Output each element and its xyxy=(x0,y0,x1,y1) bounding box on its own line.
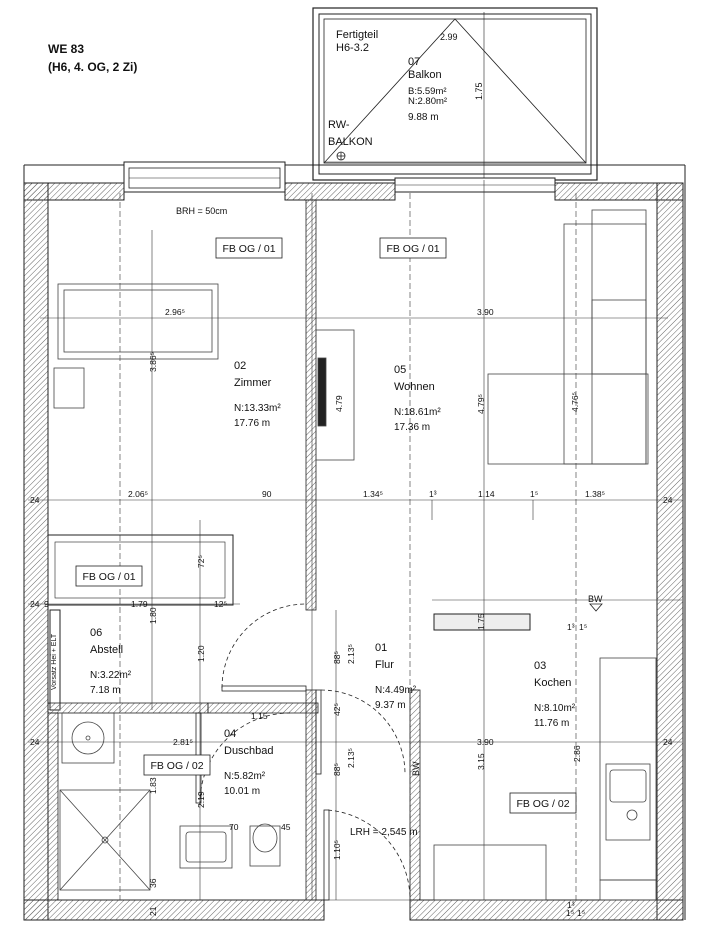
room-perimeter: 17.36 m xyxy=(394,422,431,433)
abstell-side-note: Vorsatz Hei + ELT xyxy=(51,633,58,690)
bw-side-label: BW xyxy=(411,761,421,776)
dim-label: 45 xyxy=(281,822,291,832)
room-area: N:4.49m² xyxy=(375,685,417,696)
bed xyxy=(58,284,218,359)
dim-label: 88⁵ xyxy=(332,763,342,776)
dim-label: 2.13⁵ xyxy=(346,747,356,768)
dim-label: 36 xyxy=(148,878,158,888)
unit-subtitle: (H6, 4. OG, 2 Zi) xyxy=(48,60,138,74)
room-perimeter: 9.37 m xyxy=(375,700,406,711)
dim-label: 2.06⁵ xyxy=(128,489,149,499)
balcony-area-n: N:2.80m² xyxy=(408,96,448,107)
room-name: Flur xyxy=(375,659,394,671)
dim-label: 4.76⁵ xyxy=(570,391,580,412)
room-number: 06 xyxy=(90,627,103,639)
room-area: N:5.82m² xyxy=(224,771,266,782)
dim-label: 42⁵ xyxy=(332,703,342,716)
dim-label: 4.79⁵ xyxy=(476,393,486,414)
balcony-name: Balkon xyxy=(408,69,442,81)
dim-label: 1.10⁵ xyxy=(332,839,342,860)
room-area: N:3.22m² xyxy=(90,670,132,681)
balcony-perimeter: 9.88 m xyxy=(408,112,439,123)
dim-label: 90 xyxy=(262,489,272,499)
dim-label: 3.15 xyxy=(476,753,486,770)
room-number: 04 xyxy=(224,728,237,740)
dim-label: 1⁵ xyxy=(566,908,575,918)
room-number: 03 xyxy=(534,660,547,672)
outer-walls xyxy=(24,165,685,920)
nightstand xyxy=(54,368,84,408)
dim-label: 24 xyxy=(30,737,40,747)
room-area: N:13.33m² xyxy=(234,403,281,414)
dim-label: 1.14 xyxy=(478,489,495,499)
dim-label: 88⁵ xyxy=(332,651,342,664)
dim-label: 2.86 xyxy=(572,745,582,762)
fb-tags xyxy=(76,238,576,813)
dim-label: 1.80 xyxy=(148,607,158,624)
room-perimeter: 17.76 m xyxy=(234,418,271,429)
balcony-part-label: Fertigteil xyxy=(336,29,379,41)
room-name: Abstell xyxy=(90,644,124,656)
dim-label: 1.38⁵ xyxy=(585,489,606,499)
fb-tag: FB OG / 01 xyxy=(222,243,276,255)
room-area: N:18.61m² xyxy=(394,407,441,418)
dim-label: 21 xyxy=(148,906,158,916)
dim-label: 2.19 xyxy=(196,791,206,808)
kitchen-counter xyxy=(600,658,656,880)
room-perimeter: 10.01 m xyxy=(224,786,261,797)
dim-label: 9 xyxy=(44,599,49,609)
dim-label: 1³ xyxy=(567,900,575,910)
dim-label: 1.15 xyxy=(251,711,268,721)
bw-label: BW xyxy=(588,594,603,604)
dim-label: 4.79 xyxy=(334,395,344,412)
dimension-lines xyxy=(28,180,682,900)
interior-walls xyxy=(48,200,530,900)
dim-label: 2.96⁵ xyxy=(165,307,186,317)
dim-label: 1³ xyxy=(429,489,437,499)
fb-tag: FB OG / 02 xyxy=(150,760,204,772)
room-area: N:8.10m² xyxy=(534,703,576,714)
dim-label: 24 xyxy=(663,495,673,505)
balcony-rw-label-2: BALKON xyxy=(328,136,373,148)
dim-label: 3.86⁵ xyxy=(148,351,158,372)
dim-label: 2.81⁵ xyxy=(173,737,194,747)
room-height-label: LRH = 2,545 m xyxy=(350,827,418,838)
balcony-dim-width: 2.99 xyxy=(440,32,458,42)
dim-label: 1⁵ xyxy=(530,489,539,499)
fb-tag: FB OG / 01 xyxy=(386,243,440,255)
balcony-rw-label: RW- xyxy=(328,119,350,131)
dim-label: 1³ xyxy=(567,622,575,632)
dim-label: 1⁵ xyxy=(577,908,586,918)
balcony-dim-depth: 1.75 xyxy=(474,82,484,100)
kitchen-table xyxy=(434,845,546,900)
washbasin-icon xyxy=(72,722,104,754)
toilet-icon xyxy=(253,824,277,852)
room-name: Kochen xyxy=(534,677,572,689)
dim-label: 24 xyxy=(663,737,673,747)
dim-label: 3.90 xyxy=(477,737,494,747)
dim-label: 1.34⁵ xyxy=(363,489,384,499)
dim-label: 3.90 xyxy=(477,307,494,317)
room-perimeter: 11.76 m xyxy=(534,718,570,729)
dim-label: 12⁵ xyxy=(214,599,227,609)
room-perimeter: 7.18 m xyxy=(90,685,121,696)
dim-label: 70 xyxy=(229,822,239,832)
room-name: Duschbad xyxy=(224,745,274,757)
dim-label: 2.13⁵ xyxy=(346,643,356,664)
coffee-table xyxy=(488,374,648,464)
room-name: Wohnen xyxy=(394,381,435,393)
room-number: 01 xyxy=(375,642,388,654)
dim-label: 24 xyxy=(30,599,40,609)
dim-label: 24 xyxy=(30,495,40,505)
window-sill-note: BRH = 50cm xyxy=(176,206,228,216)
dim-label: 72⁵ xyxy=(196,555,206,568)
fb-tag: FB OG / 02 xyxy=(516,798,570,810)
room-number: 05 xyxy=(394,364,407,376)
dim-label: 1.75 xyxy=(476,613,486,630)
dim-label: 1.79 xyxy=(131,599,148,609)
balcony-area-b: B:5.59m² xyxy=(408,86,447,97)
room-number: 02 xyxy=(234,360,247,372)
washing-machine xyxy=(62,713,114,763)
fb-tag: FB OG / 01 xyxy=(82,571,136,583)
balcony-part-label-2: H6-3.2 xyxy=(336,42,370,54)
room-name: Zimmer xyxy=(234,377,272,389)
dim-label: 1.83 xyxy=(148,777,158,794)
unit-title: WE 83 xyxy=(48,42,85,56)
bw-marker-icon xyxy=(590,604,602,611)
dim-label: 1.20 xyxy=(196,645,206,662)
balcony-number: 07 xyxy=(408,56,421,68)
dim-label: 1⁵ xyxy=(579,622,588,632)
